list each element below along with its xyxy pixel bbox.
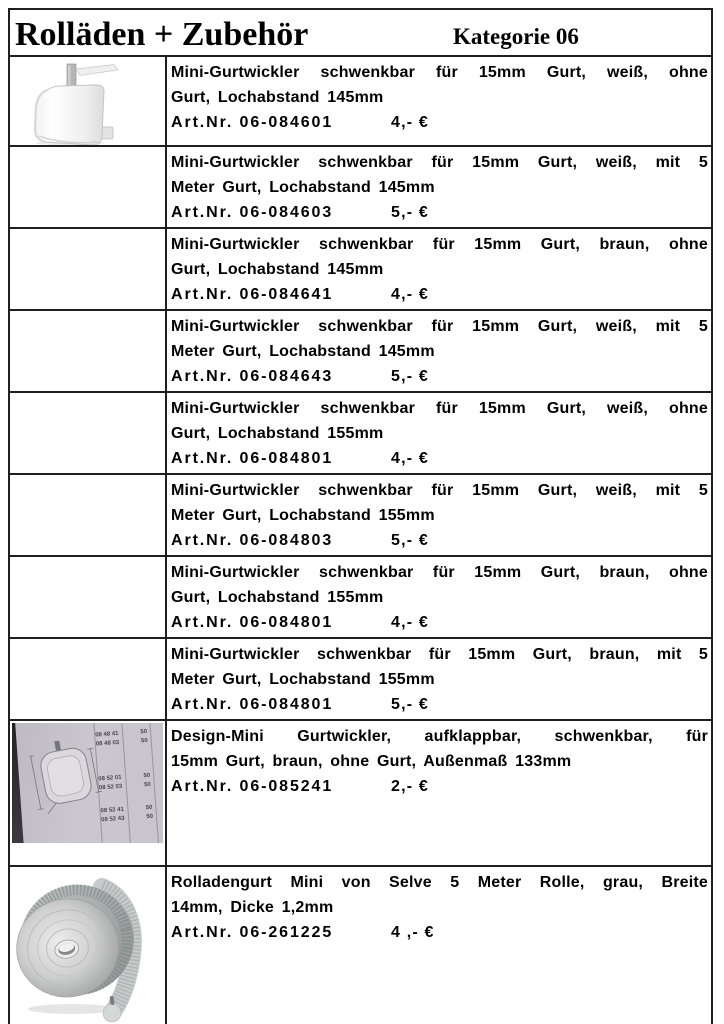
description-line: Mini-Gurtwickler schwenkbar für 15mm Gurt, weiß, mit 5	[171, 154, 708, 171]
product-description	[171, 560, 708, 610]
description-line: 15mm Gurt, braun, ohne Gurt, Außenmaß 133mm	[171, 753, 572, 770]
product-row	[10, 57, 711, 147]
table-header	[10, 10, 711, 57]
description-line: Mini-Gurtwickler schwenkbar für 15mm Gurt, braun, ohne	[171, 564, 708, 581]
price: 4,- €	[391, 614, 430, 631]
product-text-cell	[167, 475, 711, 555]
product-description	[171, 396, 708, 446]
product-image-cell	[10, 867, 167, 1024]
description-line: Gurt, Lochabstand 145mm	[171, 261, 384, 278]
article-number: Art.Nr. 06-084603	[171, 204, 334, 221]
description-line: Mini-Gurtwickler schwenkbar für 15mm Gurt, weiß, ohne	[171, 64, 708, 81]
product-text-cell	[167, 639, 711, 719]
product-row	[10, 229, 711, 311]
product-row	[10, 147, 711, 229]
article-number: Art.Nr. 06-261225	[171, 924, 334, 941]
article-line	[171, 446, 708, 471]
description-line: Mini-Gurtwickler schwenkbar für 15mm Gurt, weiß, mit 5	[171, 318, 708, 335]
price: 4 ,- €	[391, 924, 435, 941]
product-image-cell	[10, 557, 167, 637]
design-gurtwickler-photo	[12, 723, 163, 843]
photo-paper	[15, 723, 163, 843]
product-text-cell	[167, 557, 711, 637]
description-line: 14mm, Dicke 1,2mm	[171, 899, 334, 916]
description-line: Meter Gurt, Lochabstand 155mm	[171, 507, 435, 524]
description-line: Gurt, Lochabstand 155mm	[171, 425, 384, 442]
product-text-cell	[167, 311, 711, 391]
product-row	[10, 475, 711, 557]
article-line	[171, 610, 708, 635]
product-row	[10, 867, 711, 1024]
photo-code-line: 08 52 41 50	[100, 804, 153, 815]
product-row	[10, 639, 711, 721]
mini-gurtwickler-photo	[10, 57, 167, 145]
article-number: Art.Nr. 06-084641	[171, 286, 334, 303]
photo-code-line: 08 52 43 50	[100, 813, 154, 824]
article-line	[171, 528, 708, 553]
category-label: Kategorie 06	[453, 24, 579, 49]
price: 4,- €	[391, 450, 430, 467]
product-text-cell	[167, 147, 711, 227]
price: 5,- €	[391, 532, 430, 549]
photo-code-line: 08 52 01 50	[98, 772, 151, 783]
price: 4,- €	[391, 286, 430, 303]
description-line: Meter Gurt, Lochabstand 145mm	[171, 343, 435, 360]
article-line	[171, 692, 708, 717]
product-description	[171, 478, 708, 528]
product-description	[171, 724, 708, 774]
article-number: Art.Nr. 06-084801	[171, 450, 334, 467]
page-title: Rolläden + Zubehör	[15, 16, 309, 53]
product-image-cell	[10, 229, 167, 309]
product-description	[171, 870, 708, 920]
description-line: Gurt, Lochabstand 145mm	[171, 89, 384, 106]
photo-codes	[95, 728, 153, 825]
product-table-body	[10, 57, 711, 1024]
photo-code-line: 08 48 03 50	[95, 737, 148, 748]
article-line	[171, 920, 708, 945]
product-description	[171, 150, 708, 200]
product-row	[10, 311, 711, 393]
article-number: Art.Nr. 06-085241	[171, 778, 334, 795]
product-image-cell	[10, 393, 167, 473]
description-line: Rolladengurt Mini von Selve 5 Meter Rolle, grau, Breite	[171, 874, 708, 891]
product-image-cell	[10, 57, 167, 145]
product-text-cell	[167, 393, 711, 473]
product-description	[171, 232, 708, 282]
product-text-cell	[167, 721, 711, 865]
description-line: Mini-Gurtwickler schwenkbar für 15mm Gurt, braun, mit 5	[171, 646, 708, 663]
price: 4,- €	[391, 114, 430, 131]
product-row	[10, 721, 711, 867]
article-line	[171, 110, 708, 135]
article-number: Art.Nr. 06-084803	[171, 532, 334, 549]
product-row	[10, 393, 711, 475]
product-description	[171, 314, 708, 364]
article-number: Art.Nr. 06-084801	[171, 614, 334, 631]
description-line: Gurt, Lochabstand 155mm	[171, 589, 384, 606]
product-text-cell	[167, 867, 711, 1024]
description-line: Mini-Gurtwickler schwenkbar für 15mm Gurt, braun, ohne	[171, 236, 708, 253]
photo-code-line: 08 48 41 50	[95, 728, 148, 739]
rolladengurt-photo	[10, 867, 167, 1024]
product-image-cell	[10, 639, 167, 719]
description-line: Mini-Gurtwickler schwenkbar für 15mm Gurt, weiß, ohne	[171, 400, 708, 417]
product-image-cell	[10, 721, 167, 865]
product-description	[171, 642, 708, 692]
product-table	[8, 8, 713, 1024]
price: 5,- €	[391, 204, 430, 221]
article-number: Art.Nr. 06-084643	[171, 368, 334, 385]
price: 5,- €	[391, 696, 430, 713]
product-text-cell	[167, 229, 711, 309]
description-line: Meter Gurt, Lochabstand 155mm	[171, 671, 435, 688]
price: 5,- €	[391, 368, 430, 385]
article-line	[171, 364, 708, 389]
price: 2,- €	[391, 778, 430, 795]
description-line: Design-Mini Gurtwickler, aufklappbar, schwenkbar, für	[171, 728, 708, 745]
article-number: Art.Nr. 06-084601	[171, 114, 334, 131]
article-line	[171, 774, 708, 799]
product-image-cell	[10, 475, 167, 555]
technical-drawing-icon	[28, 735, 105, 816]
product-image-cell	[10, 311, 167, 391]
product-description	[171, 60, 708, 110]
description-line: Meter Gurt, Lochabstand 145mm	[171, 179, 435, 196]
article-line	[171, 200, 708, 225]
article-number: Art.Nr. 06-084801	[171, 696, 334, 713]
product-text-cell	[167, 57, 711, 145]
description-line: Mini-Gurtwickler schwenkbar für 15mm Gurt, weiß, mit 5	[171, 482, 708, 499]
article-line	[171, 282, 708, 307]
product-row	[10, 557, 711, 639]
photo-code-line: 08 52 03 50	[98, 781, 152, 792]
product-image-cell	[10, 147, 167, 227]
